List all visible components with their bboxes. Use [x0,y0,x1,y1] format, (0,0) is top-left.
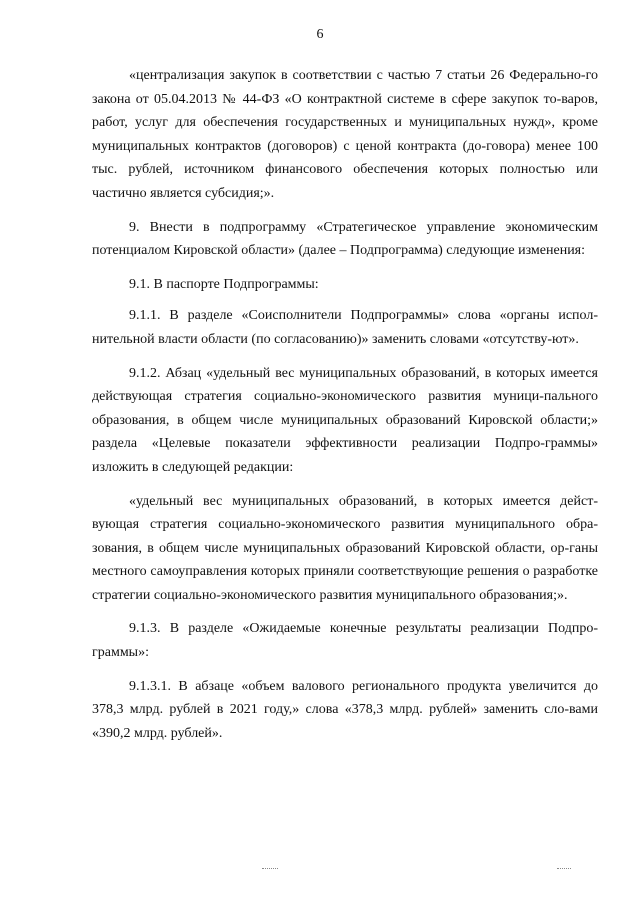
paragraph-new-wording-quote: «удельный вес муниципальных образований, в которых имеется дейст-вующая стратегия социально-экономического развития муниципального обра-зования, в общем числе муниципальных образований Кировской области, ор-ганы местного самоуправления которых приняли соответствующие решения о разработке стратегии социально-экономического развития муниципального образования;». [92,493,598,603]
footer-dotted-mark-left [262,868,278,871]
paragraph-item-9: 9. Внести в подпрограмму «Стратегическое управление экономическим потенциалом Кировской области» (далее – Подпрограмма) следующие изменения: [92,219,598,259]
paragraph-item-9-1-3-1: 9.1.3.1. В абзаце «объем валового регионального продукта увеличится до 378,3 млрд. рублей в 2021 году,» слова «378,3 млрд. рублей» заменить сло-вами «390,2 млрд. рублей». [92,678,598,741]
paragraph-centralization-quote: «централизация закупок в соответствии с частью 7 статьи 26 Федерально-го закона от 05.04.2013 № 44-ФЗ «О контрактной системе в сфере закупок то-варов, работ, услуг для обеспечения государственных и муниципальных нужд», кроме муниципальных контрактов (договоров) с ценой контракта (до-говора) менее 100 тыс. рублей, источником финансового обеспечения которых полностью или частично является субсидия;». [92,68,598,201]
paragraph-item-9-1-1: 9.1.1. В разделе «Соисполнители Подпрограммы» слова «органы испол-нительной власти области (по согласованию)» заменить словами «отсутству-ют». [92,308,598,347]
paragraph-item-9-1-3: 9.1.3. В разделе «Ожидаемые конечные результаты реализации Подпро-граммы»: [92,621,598,661]
footer-dotted-mark-right [557,868,571,871]
document-body [92,64,598,755]
paragraph-item-9-1: 9.1. В паспорте Подпрограммы: [129,276,319,292]
page-number: 6 [316,27,324,42]
paragraph-item-9-1-2: 9.1.2. Абзац «удельный вес муниципальных образований, в которых имеется действующая стратегия социально-экономического развития муници-пального образования, в общем числе муниципальных образований Кировской области;» раздела «Целевые показатели эффективности реализации Подпро-граммы» изложить в следующей редакции: [92,365,598,475]
